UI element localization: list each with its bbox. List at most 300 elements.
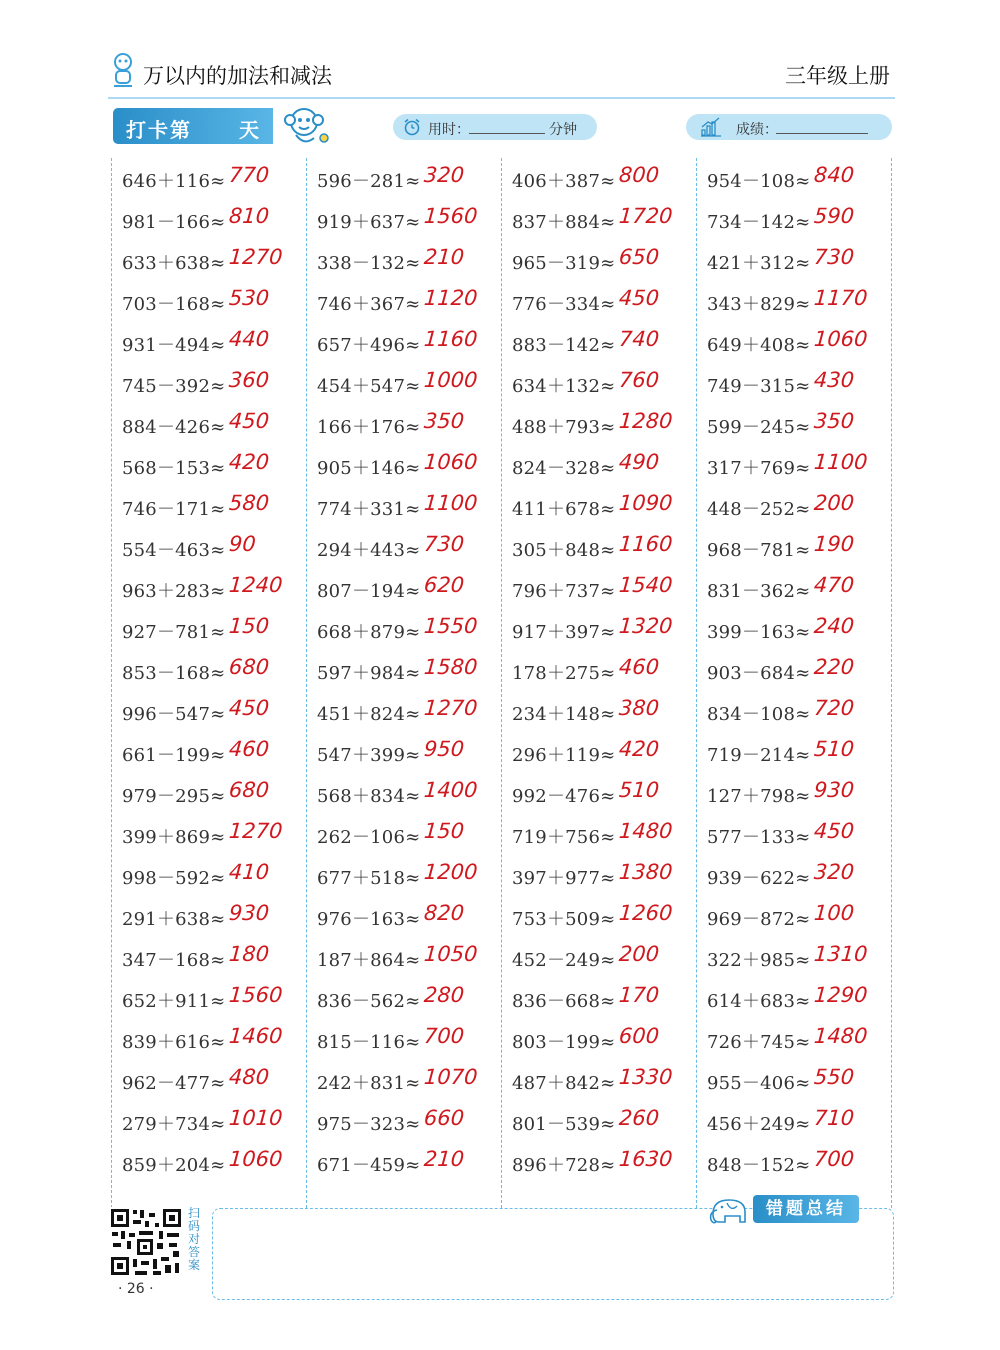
error-summary-label: 错题总结	[753, 1195, 859, 1223]
problem-question: 294＋443≈	[317, 540, 421, 561]
handwritten-answer: 480	[228, 1065, 270, 1089]
problem-row	[696, 1101, 891, 1142]
handwritten-answer: 800	[618, 163, 660, 187]
handwritten-answer: 460	[228, 737, 270, 761]
problem-row	[306, 609, 501, 650]
problem-question: 347－168≈	[122, 950, 226, 971]
handwritten-answer: 490	[618, 450, 660, 474]
problem-row	[306, 978, 501, 1019]
problem-question: 746＋367≈	[317, 294, 421, 315]
handwritten-answer: 420	[228, 450, 270, 474]
problem-row	[111, 1019, 306, 1060]
problem-row	[306, 896, 501, 937]
problem-column	[696, 158, 891, 1208]
page-title: 万以内的加法和减法	[143, 64, 332, 88]
problem-row	[111, 732, 306, 773]
problem-question: 671－459≈	[317, 1155, 421, 1176]
problem-row	[696, 445, 891, 486]
problem-question: 884－426≈	[122, 417, 226, 438]
problem-question: 633＋638≈	[122, 253, 226, 274]
handwritten-answer: 1580	[423, 655, 479, 679]
problem-question: 807－194≈	[317, 581, 421, 602]
handwritten-answer: 770	[228, 163, 270, 187]
problem-question: 903－684≈	[707, 663, 811, 684]
alarm-clock-icon	[403, 118, 421, 136]
handwritten-answer: 450	[228, 409, 270, 433]
handwritten-answer: 180	[228, 942, 270, 966]
problem-question: 451＋824≈	[317, 704, 421, 725]
handwritten-answer: 1060	[423, 450, 479, 474]
handwritten-answer: 420	[618, 737, 660, 761]
problem-row	[501, 1060, 696, 1101]
handwritten-answer: 1120	[423, 286, 479, 310]
handwritten-answer: 1010	[228, 1106, 284, 1130]
handwritten-answer: 1320	[618, 614, 674, 638]
problem-row	[111, 1101, 306, 1142]
problem-row	[501, 240, 696, 281]
handwritten-answer: 620	[423, 573, 465, 597]
problem-question: 774＋331≈	[317, 499, 421, 520]
problem-row	[306, 240, 501, 281]
problem-row	[501, 527, 696, 568]
handwritten-answer: 320	[423, 163, 465, 187]
problem-question: 279＋734≈	[122, 1114, 226, 1135]
handwritten-answer: 260	[618, 1106, 660, 1130]
problem-question: 652＋911≈	[122, 991, 226, 1012]
problem-row	[696, 896, 891, 937]
qr-label: 扫码对答案	[188, 1206, 201, 1272]
problem-row	[696, 978, 891, 1019]
problem-question: 815－116≈	[317, 1032, 421, 1053]
problem-question: 187＋864≈	[317, 950, 421, 971]
problem-row	[501, 158, 696, 199]
problem-question: 634＋132≈	[512, 376, 616, 397]
problem-question: 488＋793≈	[512, 417, 616, 438]
problem-question: 406＋387≈	[512, 171, 616, 192]
problem-row	[696, 773, 891, 814]
problem-question: 487＋842≈	[512, 1073, 616, 1094]
problem-row	[306, 568, 501, 609]
problem-row	[696, 240, 891, 281]
problem-question: 719＋756≈	[512, 827, 616, 848]
problem-row	[696, 322, 891, 363]
problem-question: 919＋637≈	[317, 212, 421, 233]
handwritten-answer: 730	[813, 245, 855, 269]
problem-row	[111, 486, 306, 527]
handwritten-answer: 710	[813, 1106, 855, 1130]
problem-question: 801－539≈	[512, 1114, 616, 1135]
time-field	[393, 114, 597, 140]
problem-question: 547＋399≈	[317, 745, 421, 766]
problem-row	[501, 199, 696, 240]
problem-question: 963＋283≈	[122, 581, 226, 602]
handwritten-answer: 170	[618, 983, 660, 1007]
problem-row	[111, 363, 306, 404]
problem-question: 577－133≈	[707, 827, 811, 848]
handwritten-answer: 1270	[423, 696, 479, 720]
handwritten-answer: 1480	[618, 819, 674, 843]
problem-row	[306, 527, 501, 568]
problem-question: 322＋985≈	[707, 950, 811, 971]
problem-row	[111, 978, 306, 1019]
problem-row	[111, 937, 306, 978]
handwritten-answer: 1050	[423, 942, 479, 966]
problem-row	[111, 404, 306, 445]
problem-question: 599－245≈	[707, 417, 811, 438]
problem-row	[501, 732, 696, 773]
problem-question: 837＋884≈	[512, 212, 616, 233]
problem-row	[306, 1019, 501, 1060]
handwritten-answer: 1160	[618, 532, 674, 556]
handwritten-answer: 190	[813, 532, 855, 556]
problem-row	[111, 322, 306, 363]
problem-question: 753＋509≈	[512, 909, 616, 930]
problem-question: 399－163≈	[707, 622, 811, 643]
problem-row	[696, 199, 891, 240]
handwritten-answer: 1090	[618, 491, 674, 515]
handwritten-answer: 1560	[423, 204, 479, 228]
problem-row	[111, 240, 306, 281]
mascot-logo-icon	[108, 52, 138, 88]
problem-question: 998－592≈	[122, 868, 226, 889]
handwritten-answer: 1070	[423, 1065, 479, 1089]
problem-row	[696, 609, 891, 650]
problem-question: 976－163≈	[317, 909, 421, 930]
problem-row	[501, 978, 696, 1019]
problem-row	[696, 1019, 891, 1060]
problem-question: 597＋984≈	[317, 663, 421, 684]
problem-question: 166＋176≈	[317, 417, 421, 438]
problem-row	[111, 814, 306, 855]
handwritten-answer: 450	[618, 286, 660, 310]
problem-question: 836－668≈	[512, 991, 616, 1012]
handwritten-answer: 760	[618, 368, 660, 392]
problem-row	[306, 650, 501, 691]
handwritten-answer: 1100	[423, 491, 479, 515]
problem-row	[501, 568, 696, 609]
problem-question: 839＋616≈	[122, 1032, 226, 1053]
problem-row	[696, 937, 891, 978]
problem-row	[111, 568, 306, 609]
score-input[interactable]	[776, 119, 868, 134]
problem-question: 421＋312≈	[707, 253, 811, 274]
problem-question: 291＋638≈	[122, 909, 226, 930]
handwritten-answer: 360	[228, 368, 270, 392]
problem-row	[696, 158, 891, 199]
checkin-suffix: 天	[239, 118, 259, 142]
problem-grid	[111, 158, 893, 1208]
problem-question: 796＋737≈	[512, 581, 616, 602]
problem-row	[696, 486, 891, 527]
problem-question: 939－622≈	[707, 868, 811, 889]
problem-row	[501, 445, 696, 486]
handwritten-answer: 1000	[423, 368, 479, 392]
problem-question: 749－315≈	[707, 376, 811, 397]
problem-question: 242＋831≈	[317, 1073, 421, 1094]
handwritten-answer: 200	[813, 491, 855, 515]
problem-row	[306, 691, 501, 732]
handwritten-answer: 1400	[423, 778, 479, 802]
problem-row	[696, 814, 891, 855]
problem-question: 317＋769≈	[707, 458, 811, 479]
problem-row	[696, 404, 891, 445]
handwritten-answer: 450	[228, 696, 270, 720]
problem-question: 734－142≈	[707, 212, 811, 233]
problem-row	[501, 322, 696, 363]
problem-question: 803－199≈	[512, 1032, 616, 1053]
problem-row	[501, 691, 696, 732]
problem-column	[111, 158, 306, 1208]
problem-row	[306, 363, 501, 404]
handwritten-answer: 950	[423, 737, 465, 761]
problem-question: 905＋146≈	[317, 458, 421, 479]
problem-question: 127＋798≈	[707, 786, 811, 807]
problem-row	[306, 773, 501, 814]
handwritten-answer: 450	[813, 819, 855, 843]
problem-question: 657＋496≈	[317, 335, 421, 356]
problem-question: 178＋275≈	[512, 663, 616, 684]
problem-row	[501, 937, 696, 978]
handwritten-answer: 810	[228, 204, 270, 228]
handwritten-answer: 470	[813, 573, 855, 597]
problem-row	[696, 363, 891, 404]
handwritten-answer: 100	[813, 901, 855, 925]
problem-row	[111, 609, 306, 650]
handwritten-answer: 350	[423, 409, 465, 433]
handwritten-answer: 1280	[618, 409, 674, 433]
handwritten-answer: 1380	[618, 860, 674, 884]
problem-question: 955－406≈	[707, 1073, 811, 1094]
handwritten-answer: 550	[813, 1065, 855, 1089]
problem-row	[696, 281, 891, 322]
elephant-icon	[707, 1192, 753, 1226]
problem-question: 834－108≈	[707, 704, 811, 725]
handwritten-answer: 740	[618, 327, 660, 351]
handwritten-answer: 1630	[618, 1147, 674, 1171]
handwritten-answer: 930	[813, 778, 855, 802]
handwritten-answer: 1060	[813, 327, 869, 351]
problem-row	[306, 814, 501, 855]
handwritten-answer: 460	[618, 655, 660, 679]
handwritten-answer: 1540	[618, 573, 674, 597]
problem-row	[111, 896, 306, 937]
problem-row	[696, 855, 891, 896]
time-input[interactable]	[469, 119, 545, 134]
handwritten-answer: 680	[228, 655, 270, 679]
problem-question: 853－168≈	[122, 663, 226, 684]
problem-question: 745－392≈	[122, 376, 226, 397]
problem-question: 831－362≈	[707, 581, 811, 602]
problem-row	[111, 199, 306, 240]
handwritten-answer: 150	[423, 819, 465, 843]
handwritten-answer: 1290	[813, 983, 869, 1007]
problem-column	[501, 158, 696, 1208]
problem-row	[306, 158, 501, 199]
problem-question: 262－106≈	[317, 827, 421, 848]
handwritten-answer: 580	[228, 491, 270, 515]
problem-row	[501, 773, 696, 814]
problem-row	[501, 281, 696, 322]
handwritten-answer: 1330	[618, 1065, 674, 1089]
problem-row	[111, 691, 306, 732]
problem-question: 343＋829≈	[707, 294, 811, 315]
handwritten-answer: 1310	[813, 942, 869, 966]
problem-question: 554－463≈	[122, 540, 226, 561]
time-unit: 分钟	[549, 122, 577, 138]
problem-question: 596－281≈	[317, 171, 421, 192]
handwritten-answer: 220	[813, 655, 855, 679]
problem-question: 962－477≈	[122, 1073, 226, 1094]
problem-question: 668＋879≈	[317, 622, 421, 643]
problem-row	[306, 1142, 501, 1183]
problem-row	[306, 281, 501, 322]
handwritten-answer: 1480	[813, 1024, 869, 1048]
problem-question: 234＋148≈	[512, 704, 616, 725]
problem-question: 568＋834≈	[317, 786, 421, 807]
problem-row	[306, 732, 501, 773]
handwritten-answer: 1200	[423, 860, 479, 884]
problem-question: 859＋204≈	[122, 1155, 226, 1176]
problem-question: 338－132≈	[317, 253, 421, 274]
problem-question: 836－562≈	[317, 991, 421, 1012]
problem-row	[696, 1060, 891, 1101]
problem-row	[111, 773, 306, 814]
problem-row	[111, 527, 306, 568]
page-number: · 26 ·	[118, 1281, 154, 1297]
checkin-banner	[113, 108, 273, 144]
handwritten-answer: 680	[228, 778, 270, 802]
bar-chart-icon	[700, 117, 722, 137]
problem-row	[501, 896, 696, 937]
score-label: 成绩：	[736, 122, 778, 138]
handwritten-answer: 700	[423, 1024, 465, 1048]
problem-question: 954－108≈	[707, 171, 811, 192]
problem-row	[306, 937, 501, 978]
handwritten-answer: 1060	[228, 1147, 284, 1171]
handwritten-answer: 730	[423, 532, 465, 556]
time-label: 用时：	[428, 122, 470, 138]
problem-question: 883－142≈	[512, 335, 616, 356]
problem-row	[306, 855, 501, 896]
problem-question: 448－252≈	[707, 499, 811, 520]
qr-code-icon[interactable]	[109, 1207, 183, 1277]
problem-row	[501, 1142, 696, 1183]
problem-row	[501, 855, 696, 896]
problem-row	[306, 404, 501, 445]
handwritten-answer: 1260	[618, 901, 674, 925]
handwritten-answer: 820	[423, 901, 465, 925]
handwritten-answer: 1270	[228, 245, 284, 269]
problem-question: 661－199≈	[122, 745, 226, 766]
handwritten-answer: 840	[813, 163, 855, 187]
problem-question: 703－168≈	[122, 294, 226, 315]
handwritten-answer: 210	[423, 245, 465, 269]
problem-question: 614＋683≈	[707, 991, 811, 1012]
problem-question: 968－781≈	[707, 540, 811, 561]
checkin-prefix: 打卡第	[126, 118, 192, 142]
problem-row	[501, 363, 696, 404]
handwritten-answer: 210	[423, 1147, 465, 1171]
handwritten-answer: 650	[618, 245, 660, 269]
handwritten-answer: 1160	[423, 327, 479, 351]
problem-question: 927－781≈	[122, 622, 226, 643]
problem-question: 305＋848≈	[512, 540, 616, 561]
problem-row	[501, 609, 696, 650]
handwritten-answer: 1240	[228, 573, 284, 597]
problem-question: 397＋977≈	[512, 868, 616, 889]
problem-row	[111, 650, 306, 691]
problem-column	[306, 158, 501, 1208]
problem-question: 992－476≈	[512, 786, 616, 807]
problem-row	[306, 445, 501, 486]
problem-row	[111, 158, 306, 199]
handwritten-answer: 320	[813, 860, 855, 884]
problem-question: 965－319≈	[512, 253, 616, 274]
handwritten-answer: 530	[228, 286, 270, 310]
handwritten-answer: 600	[618, 1024, 660, 1048]
problem-row	[306, 1101, 501, 1142]
handwritten-answer: 430	[813, 368, 855, 392]
handwritten-answer: 510	[813, 737, 855, 761]
problem-question: 979－295≈	[122, 786, 226, 807]
problem-row	[306, 1060, 501, 1101]
problem-question: 969－872≈	[707, 909, 811, 930]
score-field	[686, 114, 892, 140]
problem-row	[111, 1060, 306, 1101]
problem-question: 719－214≈	[707, 745, 811, 766]
problem-question: 456＋249≈	[707, 1114, 811, 1135]
problem-row	[111, 855, 306, 896]
problem-row	[306, 199, 501, 240]
handwritten-answer: 590	[813, 204, 855, 228]
handwritten-answer: 410	[228, 860, 270, 884]
problem-question: 411＋678≈	[512, 499, 616, 520]
problem-row	[306, 486, 501, 527]
handwritten-answer: 1270	[228, 819, 284, 843]
problem-question: 996－547≈	[122, 704, 226, 725]
handwritten-answer: 930	[228, 901, 270, 925]
problem-row	[501, 814, 696, 855]
problem-row	[696, 1142, 891, 1183]
problem-row	[696, 650, 891, 691]
problem-question: 726＋745≈	[707, 1032, 811, 1053]
problem-question: 399＋869≈	[122, 827, 226, 848]
problem-question: 931－494≈	[122, 335, 226, 356]
problem-question: 824－328≈	[512, 458, 616, 479]
problem-question: 981－166≈	[122, 212, 226, 233]
handwritten-answer: 150	[228, 614, 270, 638]
problem-question: 649＋408≈	[707, 335, 811, 356]
problem-row	[696, 568, 891, 609]
monkey-mascot-icon	[282, 104, 332, 148]
handwritten-answer: 240	[813, 614, 855, 638]
header-divider	[108, 97, 895, 99]
problem-question: 917＋397≈	[512, 622, 616, 643]
handwritten-answer: 1720	[618, 204, 674, 228]
problem-row	[501, 650, 696, 691]
problem-question: 296＋119≈	[512, 745, 616, 766]
handwritten-answer: 1100	[813, 450, 869, 474]
problem-row	[696, 691, 891, 732]
problem-question: 848－152≈	[707, 1155, 811, 1176]
problem-question: 896＋728≈	[512, 1155, 616, 1176]
problem-question: 452－249≈	[512, 950, 616, 971]
problem-question: 975－323≈	[317, 1114, 421, 1135]
handwritten-answer: 440	[228, 327, 270, 351]
problem-question: 776－334≈	[512, 294, 616, 315]
problem-question: 454＋547≈	[317, 376, 421, 397]
problem-question: 646＋116≈	[122, 171, 226, 192]
